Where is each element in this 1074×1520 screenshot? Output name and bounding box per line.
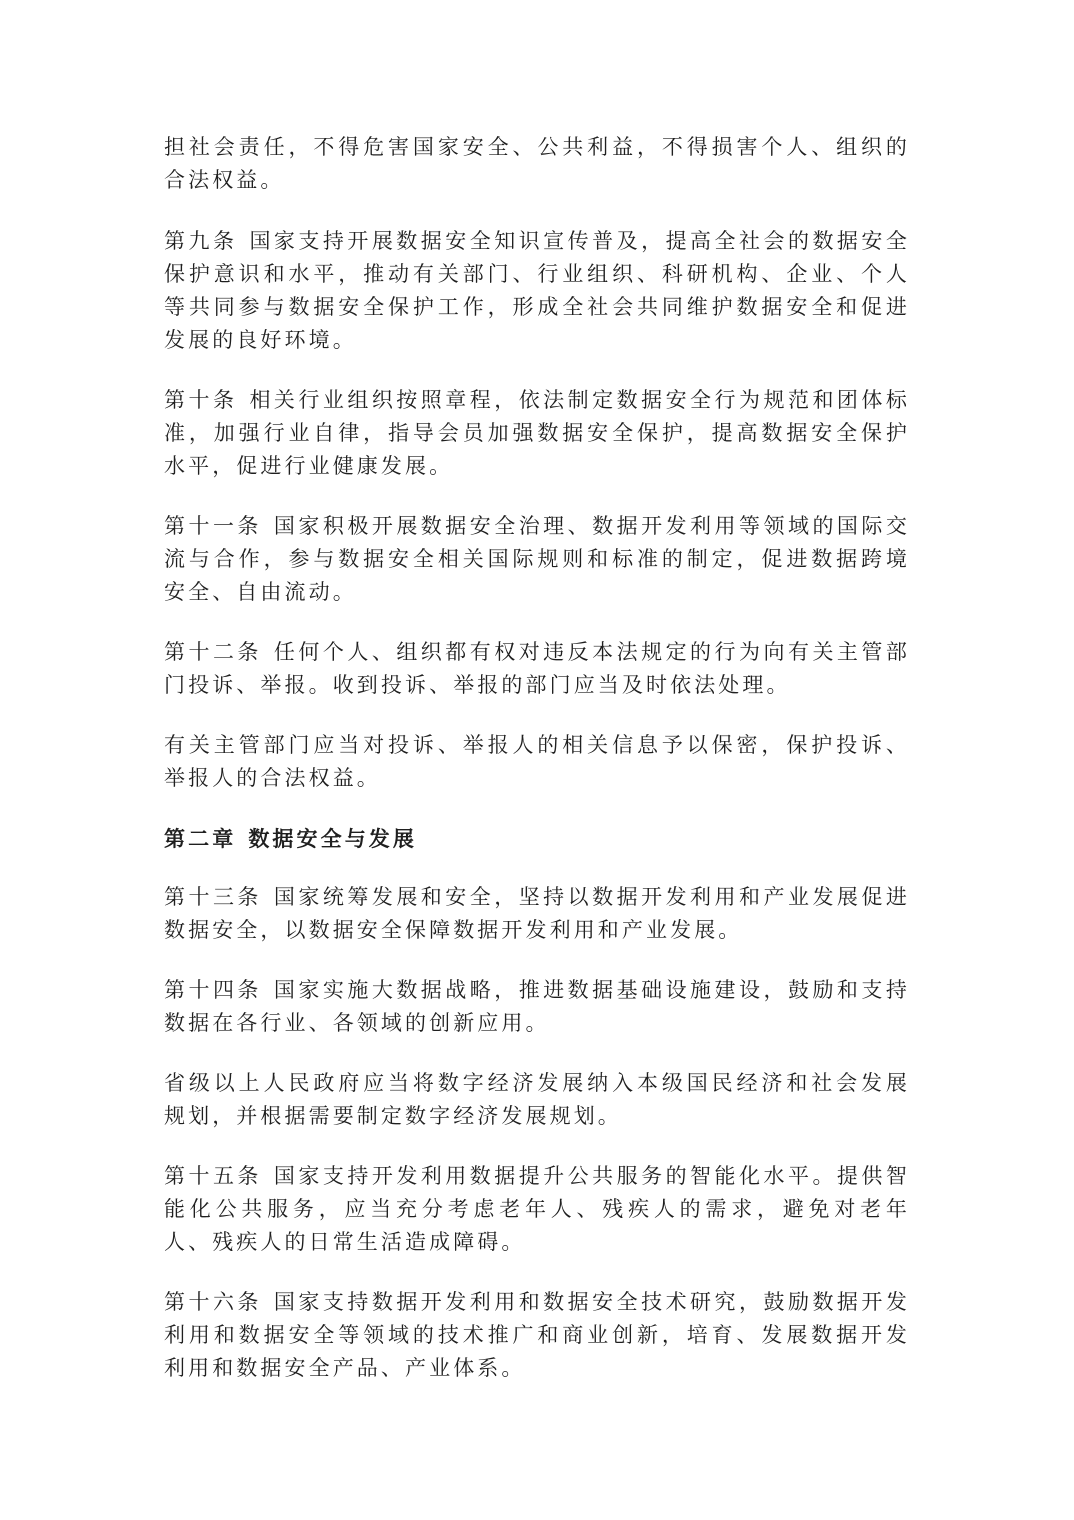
chapter-number: 第二章 — [164, 826, 237, 851]
article-number: 第十五条 — [164, 1164, 262, 1188]
article-12 — [164, 636, 910, 702]
article-text: 相关行业组织按照章程，依法制定数据安全行为规范和团体标准，加强行业自律，指导会员加强数据安全保护，提高数据安全保护水平，促进行业健康发展。 — [164, 388, 910, 478]
article-text: 国家积极开展数据安全治理、数据开发利用等领域的国际交流与合作，参与数据安全相关国际规则和标准的制定，促进数据跨境安全、自由流动。 — [164, 514, 910, 604]
article-text: 国家实施大数据战略，推进数据基础设施建设，鼓励和支持数据在各行业、各领域的创新应用。 — [164, 978, 910, 1035]
article-text: 国家支持开展数据安全知识宣传普及，提高全社会的数据安全保护意识和水平，推动有关部门、行业组织、科研机构、企业、个人等共同参与数据安全保护工作，形成全社会共同维护数据安全和促进发展的良好环境。 — [164, 229, 910, 352]
article-text: 国家支持开发利用数据提升公共服务的智能化水平。提供智能化公共服务，应当充分考虑老年人、残疾人的需求，避免对老年人、残疾人的日常生活造成障碍。 — [164, 1164, 910, 1254]
article-10 — [164, 384, 910, 483]
article-14 — [164, 974, 910, 1040]
article-14-clause-2 — [164, 1067, 910, 1133]
article-16 — [164, 1286, 910, 1385]
article-text: 国家支持数据开发利用和数据安全技术研究，鼓励数据开发利用和数据安全等领域的技术推广和商业创新，培育、发展数据开发利用和数据安全产品、产业体系。 — [164, 1290, 910, 1380]
article-9 — [164, 225, 910, 357]
article-number: 第十三条 — [164, 885, 262, 909]
article-number: 第十二条 — [164, 640, 262, 664]
chapter-heading — [164, 822, 910, 855]
article-text: 任何个人、组织都有权对违反本法规定的行为向有关主管部门投诉、举报。收到投诉、举报的部门应当及时依法处理。 — [164, 640, 910, 697]
article-11 — [164, 510, 910, 609]
article-text: 国家统筹发展和安全，坚持以数据开发利用和产业发展促进数据安全，以数据安全保障数据开发利用和产业发展。 — [164, 885, 910, 942]
paragraph-text: 有关主管部门应当对投诉、举报人的相关信息予以保密，保护投诉、举报人的合法权益。 — [164, 733, 910, 790]
article-15 — [164, 1160, 910, 1259]
article-13 — [164, 881, 910, 947]
article-number: 第十六条 — [164, 1290, 262, 1314]
chapter-title: 数据安全与发展 — [248, 826, 418, 851]
document-page — [164, 131, 910, 1412]
article-number: 第十条 — [164, 388, 238, 412]
article-number: 第十四条 — [164, 978, 262, 1002]
article-number: 第十一条 — [164, 514, 262, 538]
article-12-clause-2 — [164, 729, 910, 795]
article-number: 第九条 — [164, 229, 238, 253]
paragraph-continuation — [164, 131, 910, 197]
paragraph-text: 省级以上人民政府应当将数字经济发展纳入本级国民经济和社会发展规划，并根据需要制定数字经济发展规划。 — [164, 1071, 910, 1128]
paragraph-text: 担社会责任，不得危害国家安全、公共利益，不得损害个人、组织的合法权益。 — [164, 135, 910, 192]
